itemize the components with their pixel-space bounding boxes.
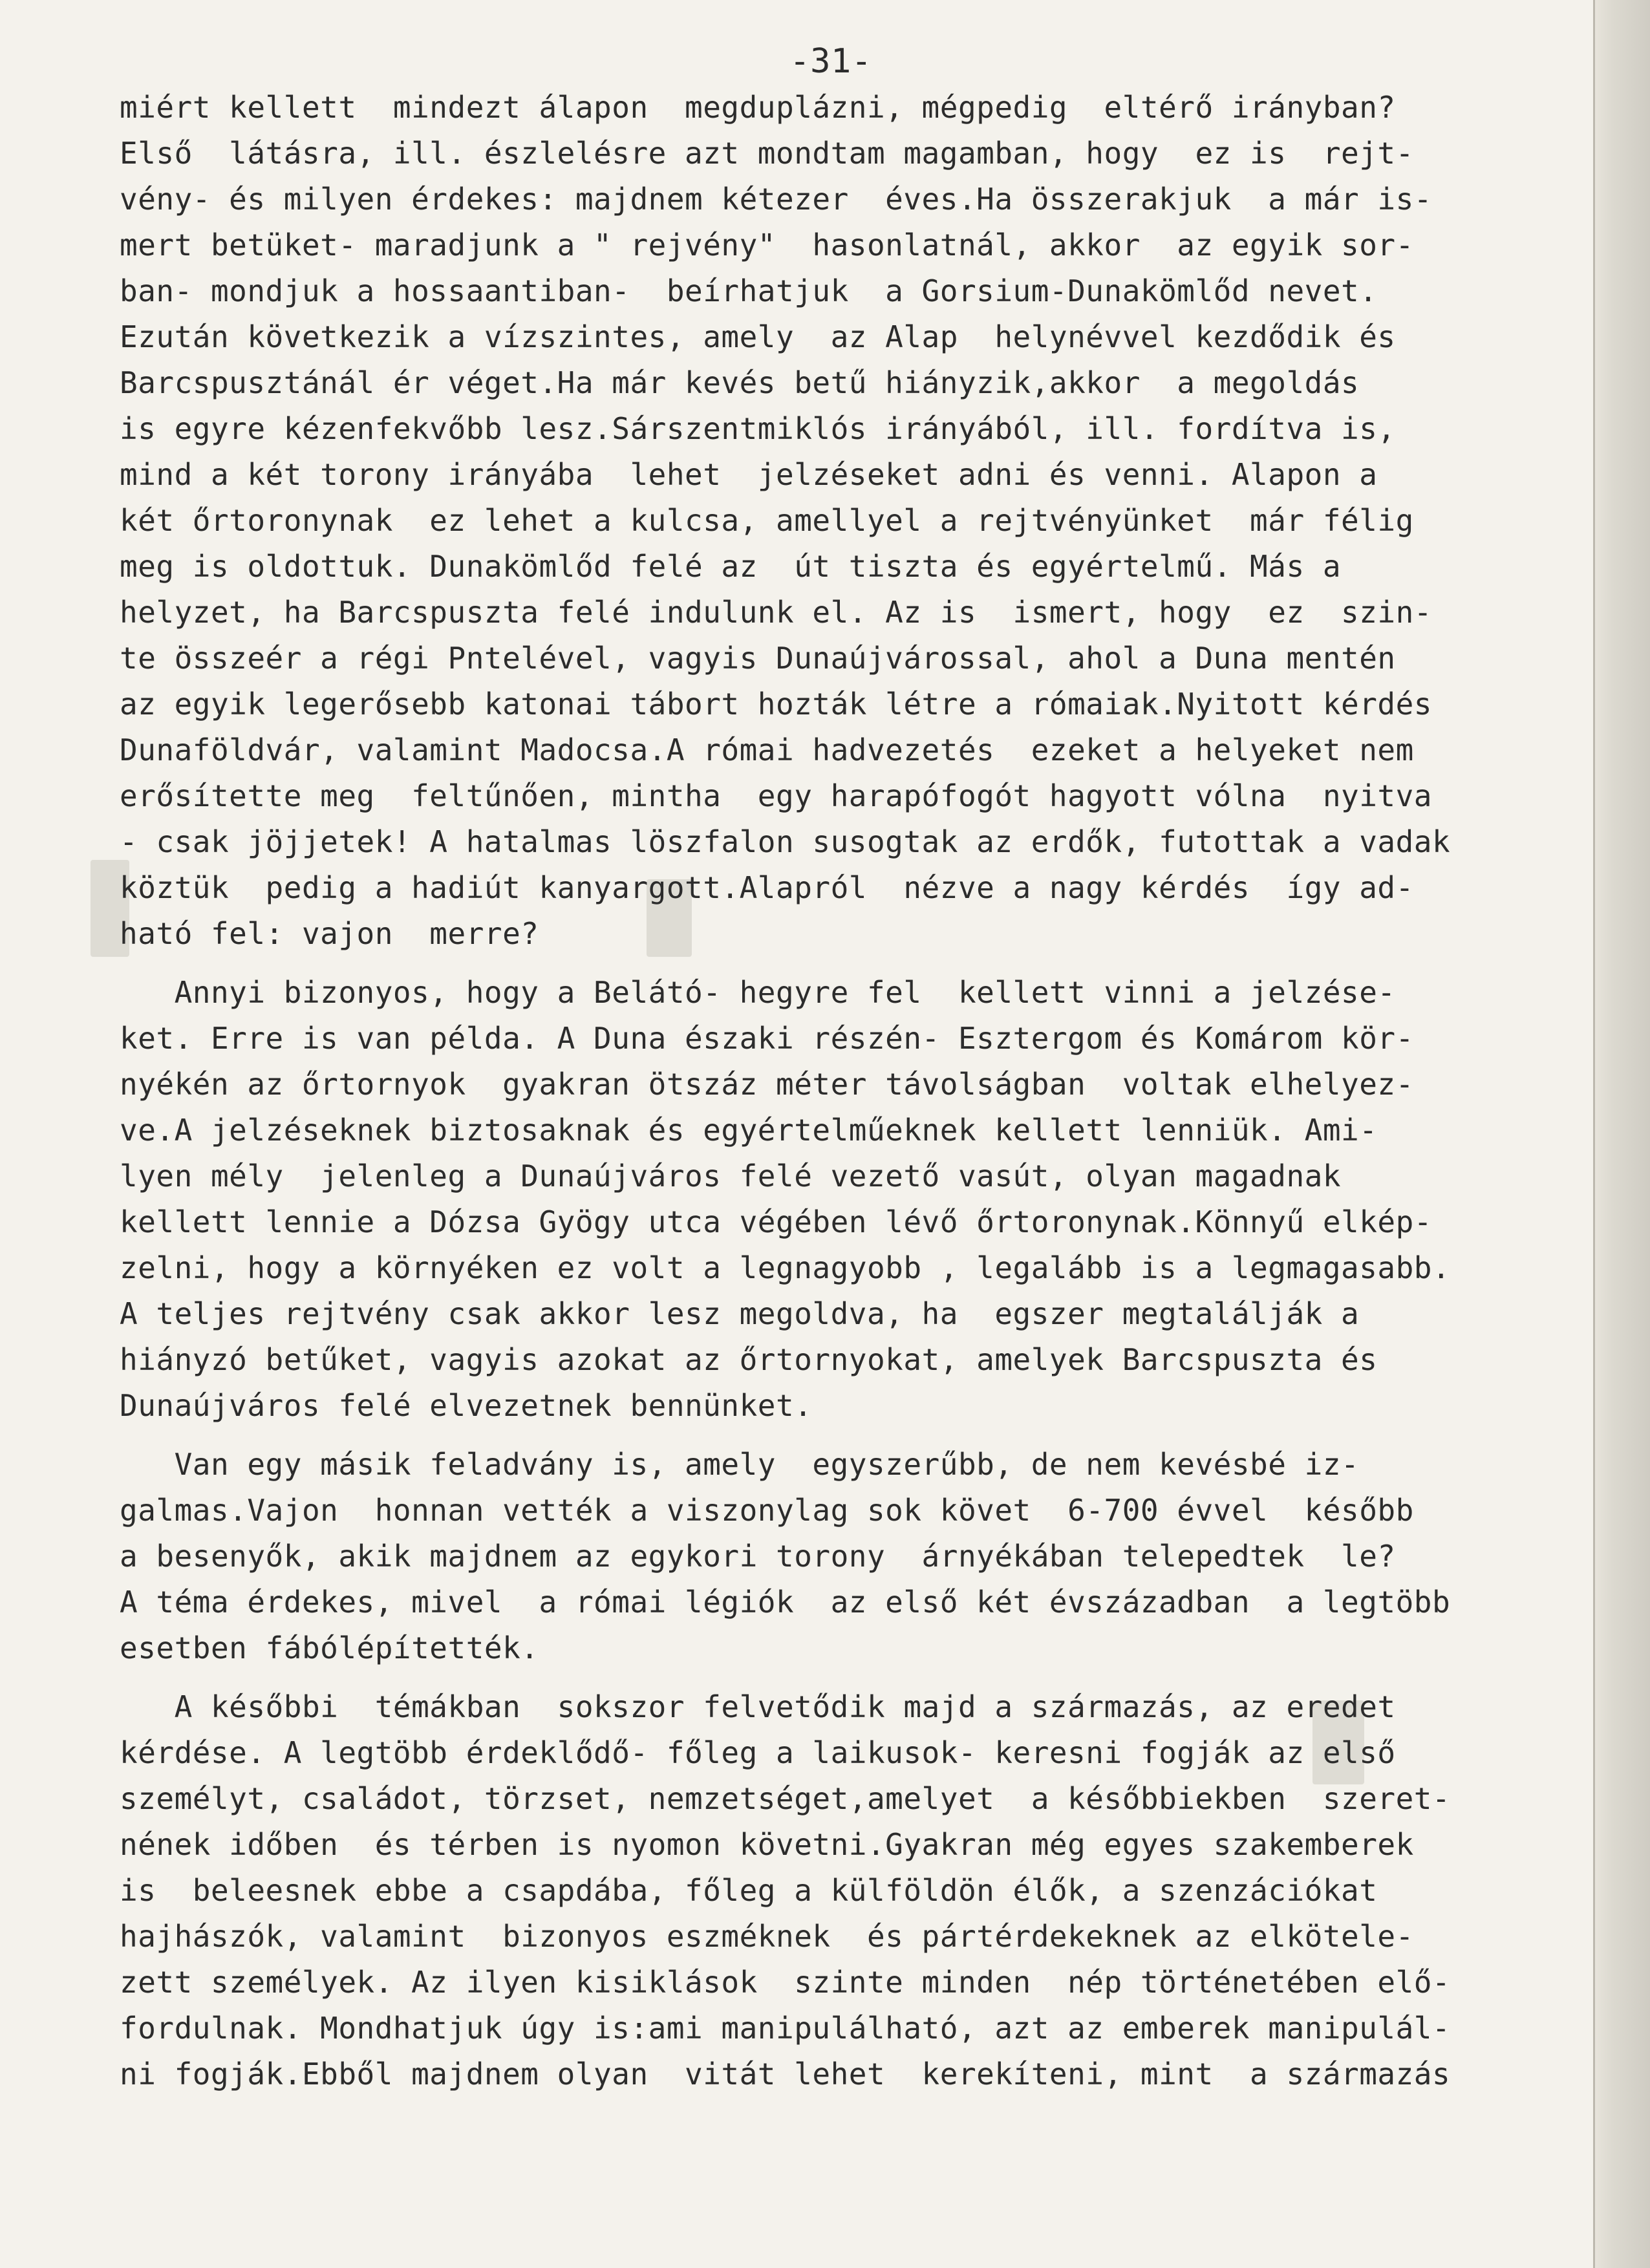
text-line: személyt, családot, törzset, nemzetséget,amelyet a későbbiekben szeret- [120,1781,1451,1816]
text-line: mert betüket- maradjunk a " rejvény" hasonlatnál, akkor az egyik sor- [120,228,1414,262]
text-line: hiányzó betűket, vagyis azokat az őrtornyokat, amelyek Barcspuszta és [120,1342,1378,1377]
text-line: nének időben és térben is nyomon követni.Gyakran még egyes szakemberek [120,1827,1414,1862]
text-line: kellett lennie a Dózsa Gyögy utca végében lévő őrtoronynak.Könnyű elkép- [120,1204,1432,1239]
text-line: te összeér a régi Pntelével, vagyis Dunaújvárossal, ahol a Duna mentén [120,641,1396,676]
text-line: is egyre kézenfekvőbb lesz.Sárszentmiklós irányából, ill. fordítva is, [120,411,1396,446]
text-line: kérdése. A legtöbb érdeklődő- főleg a laikusok- keresni fogják az első [120,1735,1396,1770]
text-line: nyékén az őrtornyok gyakran ötszáz méter távolságban voltak elhelyez- [120,1067,1414,1102]
text-line: a besenyők, akik majdnem az egykori torony árnyékában telepedtek le? [120,1539,1396,1574]
paragraph-gap [120,957,1587,970]
page-edge-line [1593,0,1595,2268]
paragraph [120,970,1587,1429]
text-line: A teljes rejtvény csak akkor lesz megoldva, ha egszer megtalálják a [120,1296,1360,1331]
text-line: Első látásra, ill. észlelésre azt mondtam magamban, hogy ez is rejt- [120,136,1414,171]
text-line: lyen mély jelenleg a Dunaújváros felé vezető vasút, olyan magadnak [120,1159,1342,1193]
text-line: fordulnak. Mondhatjuk úgy is:ami manipulálható, azt az emberek manipulál- [120,2011,1451,2046]
text-line: zett személyek. Az ilyen kisiklások szinte minden nép történetében elő- [120,1965,1451,2000]
paragraph-gap [120,1429,1587,1442]
paragraph [120,85,1587,957]
text-line: hajhászók, valamint bizonyos eszméknek és pártérdekeknek az elkötele- [120,1919,1414,1954]
text-line: Ezután következik a vízszintes, amely az Alap helynévvel kezdődik és [120,319,1396,354]
text-line: zelni, hogy a környéken ez volt a legnagyobb , legalább is a legmagasabb. [120,1250,1451,1285]
text-line: Barcspusztánál ér véget.Ha már kevés betű hiányzik,akkor a megoldás [120,365,1360,400]
text-line: ni fogják.Ebből majdnem olyan vitát lehet kerekíteni, mint a származás [120,2057,1451,2091]
text-line: is beleesnek ebbe a csapdába, főleg a külföldön élők, a szenzációkat [120,1873,1378,1908]
page-number: -31- [789,42,872,81]
text-line: - csak jöjjetek! A hatalmas löszfalon susogtak az erdők, futottak a vadak [120,824,1451,859]
text-line: köztük pedig a hadiút kanyargott.Alapról nézve a nagy kérdés így ad- [120,870,1414,905]
paragraph [120,1442,1587,1671]
text-line: ban- mondjuk a hossaantiban- beírhatjuk a Gorsium-Dunakömlőd nevet. [120,273,1378,308]
text-line: meg is oldottuk. Dunakömlőd felé az út tiszta és egyértelmű. Más a [120,549,1342,584]
text-line: ható fel: vajon merre? [120,916,539,951]
text-line: erősítette meg feltűnően, mintha egy harapófogót hagyott vólna nyitva [120,778,1432,813]
text-line: Dunaföldvár, valamint Madocsa.A római hadvezetés ezeket a helyeket nem [120,733,1414,767]
text-line: két őrtoronynak ez lehet a kulcsa, amellyel a rejtvényünket már félig [120,503,1414,538]
text-line: vény- és milyen érdekes: majdnem kétezer éves.Ha összerakjuk a már is- [120,182,1432,217]
text-line: ket. Erre is van példa. A Duna északi részén- Esztergom és Komárom kör- [120,1021,1414,1056]
text-line: Van egy másik feladvány is, amely egyszerűbb, de nem kevésbé iz- [120,1447,1360,1482]
text-line: miért kellett mindezt álapon megduplázni, mégpedig eltérő irányban? [120,90,1396,125]
text-line: Dunaújváros felé elvezetnek bennünket. [120,1388,813,1423]
text-line: Annyi bizonyos, hogy a Belátó- hegyre fel kellett vinni a jelzése- [120,975,1396,1010]
page-edge-background [1593,0,1650,2268]
text-line: ve.A jelzéseknek biztosaknak és egyértelműeknek kellett lenniük. Ami- [120,1113,1378,1148]
text-line: mind a két torony irányába lehet jelzéseket adni és venni. Alapon a [120,457,1378,492]
text-line: A későbbi témákban sokszor felvetődik majd a származás, az eredet [120,1689,1396,1724]
paragraph-gap [120,1671,1587,1684]
text-line: az egyik legerősebb katonai tábort hozták létre a rómaiak.Nyitott kérdés [120,687,1432,722]
text-line: galmas.Vajon honnan vették a viszonylag sok követ 6-700 évvel később [120,1493,1414,1528]
text-line: A téma érdekes, mivel a római légiók az első két évszázadban a legtöbb [120,1585,1451,1620]
text-line: helyzet, ha Barcspuszta felé indulunk el. Az is ismert, hogy ez szin- [120,595,1432,630]
text-line: esetben fábólépítették. [120,1631,539,1665]
paragraph [120,1684,1587,2097]
typewritten-text [120,39,1587,2097]
